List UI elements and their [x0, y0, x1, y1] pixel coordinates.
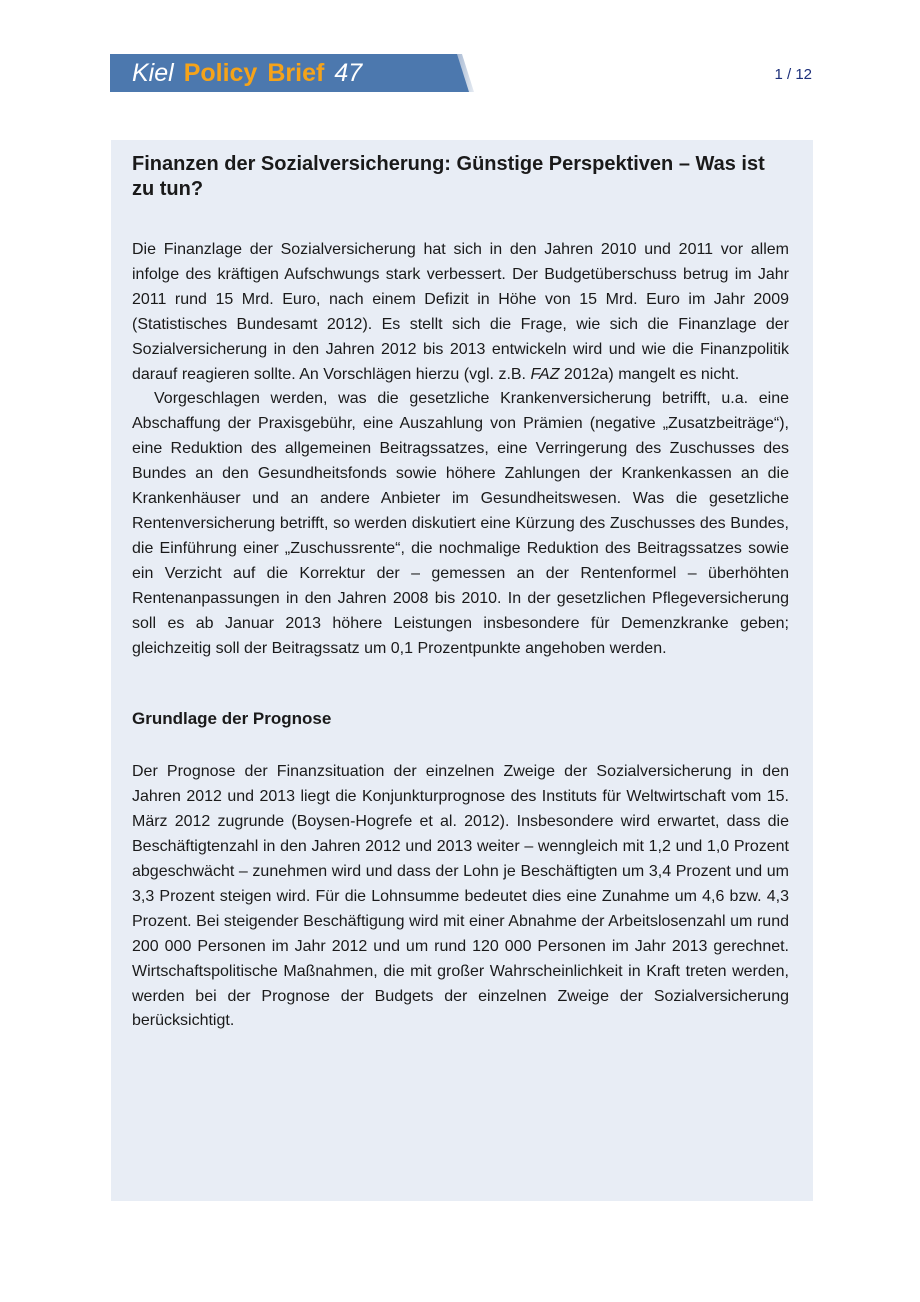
page-indicator: 1 / 12 — [774, 66, 812, 83]
intro-paragraph-1 — [132, 238, 789, 387]
section-paragraph: Der Prognose der Finanzsituation der einzelnen Zweige der Sozialversicherung in den Jahren 2012 und 2013 liegt die Konjunkturprognose des Instituts für Weltwirtschaft vom 15. März 2012 zugrunde (Boysen-Hogrefe et al. 2012). Insbesondere wird erwartet, dass die Beschäftigtenzahl in den Jahren 2012 und 2013 weiter – wenngleich mit 1,2 und 1,0 Prozent abgeschwächt – zunehmen wird und dass der Lohn je Beschäftigten um 3,4 Prozent und um 3,3 Prozent steigen wird. Für die Lohnsumme bedeutet dies eine Zunahme um 4,6 bzw. 4,3 Prozent. Bei steigender Beschäftigung wird mit einer Abnahme der Arbeitslosenzahl um rund 200 000 Personen im Jahr 2012 und um rund 120 000 Personen im Jahr 2013 gerechnet. Wirtschaftspolitische Maßnahmen, die mit großer Wahrscheinlichkeit in Kraft treten werden, werden bei der Prognose der Budgets der einzelnen Zweige der Sozialversicherung berücksichtigt. — [132, 763, 789, 1030]
intro-text-post: 2012a) mangelt es nicht. — [559, 365, 740, 383]
section-heading: Grundlage der Prognose — [132, 709, 332, 729]
article-title: Finanzen der Sozialversicherung: Günstige Perspektiven – Was ist zu tun? — [132, 153, 765, 200]
brand-number: 47 — [334, 59, 363, 87]
banner-title — [132, 56, 372, 90]
brand-brief: Brief — [267, 59, 325, 87]
article-panel — [111, 140, 813, 1201]
brand-kiel: Kiel — [132, 59, 174, 87]
brand-policy: Policy — [183, 59, 258, 87]
intro-text-pre: Die Finanzlage der Sozialversicherung hat sich in den Jahren 2010 und 2011 vor allem infolge des kräftigen Aufschwungs stark verbessert. Der Budgetüberschuss betrug im Jahr 2011 rund 15 Mrd. Euro, nach einem Defizit in Höhe von 15 Mrd. Euro im Jahr 2009 (Statistisches Bundesamt 2012). Es stellt sich die Frage, wie sich die Finanzlage der Sozialversicherung in den Jahren 2012 bis 2013 entwickeln wird und wie die Finanzpolitik darauf reagieren sollte. An Vorschlägen hierzu (vgl. z.B. — [132, 241, 789, 383]
article-content — [132, 152, 789, 1034]
intro-paragraph-2: Vorgeschlagen werden, was die gesetzliche Krankenversicherung betrifft, u.a. eine Abschaffung der Praxisgebühr, eine Auszahlung von Prämien (negative „Zusatzbeiträge“), eine Reduktion des allgemeinen Beitragssatzes, eine Verringerung des Zuschusses des Bundes an den Gesundheitsfonds sowie höhere Zahlungen der Krankenkassen an die Krankenhäuser und an andere Anbieter im Gesundheitswesen. Was die gesetzliche Rentenversicherung betrifft, so werden diskutiert eine Kürzung des Zuschusses des Bundes, die Einführung einer „Zuschussrente“, die nochmalige Reduktion des Beitragssatzes sowie ein Verzicht auf die Korrektur der – gemessen an der Rentenformel – überhöhten Rentenanpassungen in den Jahren 2008 bis 2010. In der gesetzlichen Pflegeversicherung soll es ab Januar 2013 höhere Leistungen insbesondere für Demenzkranke geben; gleichzeitig soll der Beitragssatz um 0,1 Prozentpunkte angehoben werden. — [132, 390, 789, 657]
publication-banner — [110, 54, 474, 92]
intro-citation: FAZ — [530, 365, 560, 383]
